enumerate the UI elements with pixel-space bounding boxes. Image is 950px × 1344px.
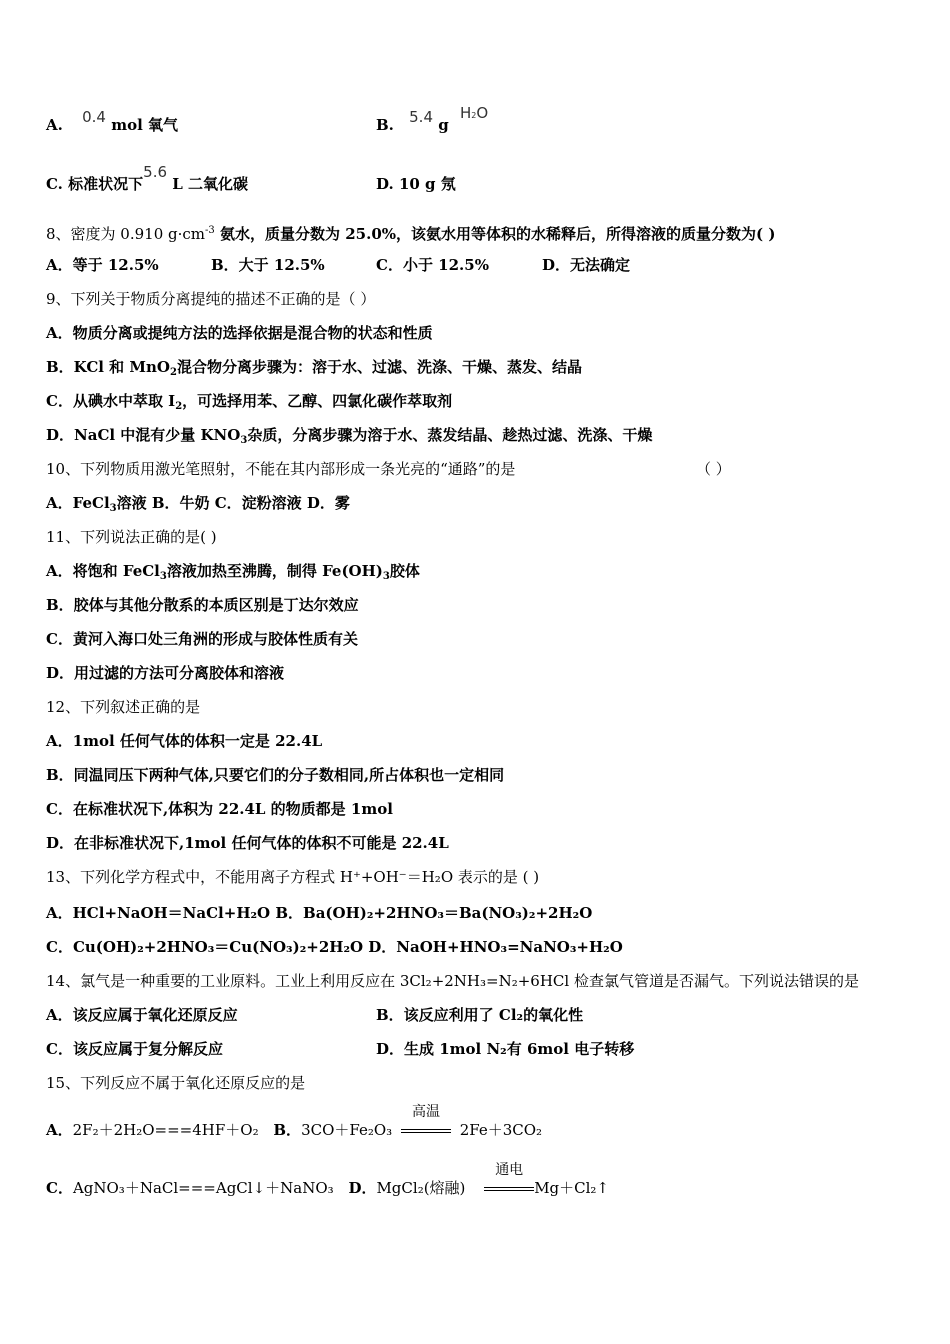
q10-stem: 10、下列物质用激光笔照射，不能在其内部形成一条光亮的“通路”的是 xyxy=(46,460,516,478)
q8-option-a: A．等于 12.5% xyxy=(46,256,159,274)
q7-d-text: 10 g 氖 xyxy=(398,175,456,193)
q7-option-d xyxy=(376,174,456,194)
q14-option-a: A．该反应属于氧化还原反应 xyxy=(46,1006,238,1024)
q9-b-sub: 2 xyxy=(169,367,177,378)
q15-d-condition-arrow xyxy=(484,1162,534,1198)
q7-b-number: 5.4 xyxy=(409,108,433,126)
q7-b-unit: g xyxy=(438,116,449,134)
q9-b-pre: B．KCl 和 MnO xyxy=(46,358,170,376)
q12-option-d: D．在非标准状况下,1mol 任何气体的体积不可能是 22.4L xyxy=(46,834,449,852)
q9-d-sub: 3 xyxy=(240,435,248,446)
q11-a-post: 胶体 xyxy=(389,562,420,580)
q7-option-c xyxy=(46,163,249,194)
q15-c-equation: AgNO₃＋NaCl===AgCl↓＋NaNO₃ xyxy=(72,1179,334,1197)
q7-b-formula xyxy=(460,104,488,122)
q13-options-cd: C．Cu(OH)₂+2HNO₃＝Cu(NO₃)₂+2H₂O D．NaOH+HNO₃=NaNO₃+H₂O xyxy=(46,938,623,956)
q11-a-sub1: 3 xyxy=(159,571,167,582)
q14-option-d: D．生成 1mol N₂有 6mol 电子转移 xyxy=(376,1040,635,1058)
option-label: D. xyxy=(376,175,394,193)
q15-options-cd xyxy=(46,1162,610,1198)
q9-c-pre: C．从碘水中萃取 I xyxy=(46,392,176,410)
q9-option-c xyxy=(46,391,452,417)
q8-stem-prefix: 8、密度为 0.910 g·cm xyxy=(46,225,206,243)
q7-option-a xyxy=(46,108,179,135)
q12-option-a: A．1mol 任何气体的体积一定是 22.4L xyxy=(46,732,323,750)
q9-stem: 9、下列关于物质分离提纯的描述不正确的是（ ） xyxy=(46,290,376,308)
q14-option-b: B．该反应利用了 Cl₂的氧化性 xyxy=(376,1006,584,1024)
q15-d-condition: 通电 xyxy=(495,1162,524,1178)
q15-b-right: 2Fe＋3CO₂ xyxy=(459,1121,543,1139)
q9-option-b xyxy=(46,357,582,383)
q10-opts-pre: A．FeCl xyxy=(46,494,110,512)
q10-options xyxy=(46,493,350,519)
q15-options-ab xyxy=(46,1104,543,1140)
q10-opts-sub: 3 xyxy=(109,503,117,514)
q7-a-number: 0.4 xyxy=(82,108,106,126)
q11-option-c: C．黄河入海口处三角洲的形成与胶体性质有关 xyxy=(46,630,358,648)
q10-opts-post: 溶液 B．牛奶 C．淀粉溶液 D．雾 xyxy=(116,494,350,512)
q7-c-prefix: 标准状况下 xyxy=(68,175,144,193)
q11-option-b: B．胶体与其他分散系的本质区别是丁达尔效应 xyxy=(46,596,359,614)
option-label: A． xyxy=(46,1121,73,1139)
q11-a-sub2: 3 xyxy=(382,571,390,582)
q7-option-b xyxy=(376,104,489,138)
q9-c-sub: 2 xyxy=(175,401,183,412)
q7-a-text: mol 氧气 xyxy=(111,116,179,134)
q12-option-b: B．同温同压下两种气体,只要它们的分子数相同,所占体积也一定相同 xyxy=(46,766,505,784)
q15-a-equation: 2F₂＋2H₂O===4HF＋O₂ xyxy=(72,1121,259,1139)
option-label: D． xyxy=(348,1179,377,1197)
q9-b-post: 混合物分离步骤为：溶于水、过滤、洗涤、干燥、蒸发、结晶 xyxy=(176,358,582,376)
q11-option-d: D．用过滤的方法可分离胶体和溶液 xyxy=(46,664,285,682)
option-label: B. xyxy=(376,116,394,134)
option-label: A. xyxy=(46,116,63,134)
q9-c-post: ，可选择用苯、乙醇、四氯化碳作萃取剂 xyxy=(182,392,453,410)
q8-option-d: D．无法确定 xyxy=(542,256,631,274)
q14-option-c: C．该反应属于复分解反应 xyxy=(46,1040,223,1058)
q10-paren: （ ） xyxy=(696,460,731,478)
q9-d-post: 杂质，分离步骤为溶于水、蒸发结晶、趁热过滤、洗涤、干燥 xyxy=(247,426,653,444)
option-label: C． xyxy=(46,1179,73,1197)
q12-stem: 12、下列叙述正确的是 xyxy=(46,698,201,716)
q7-c-suffix: L 二氧化碳 xyxy=(172,175,249,193)
q14-stem: 14、氯气是一种重要的工业原料。工业上利用反应在 3Cl₂+2NH₃=N₂+6HCl 检查氯气管道是否漏气。下列说法错误的是 xyxy=(46,972,859,990)
q11-a-pre: A．将饱和 FeCl xyxy=(46,562,160,580)
q8-stem-sup: -3 xyxy=(205,225,215,236)
q13-options-ab: A．HCl+NaOH＝NaCl+H₂O B．Ba(OH)₂+2HNO₃＝Ba(NO₃)₂+2H₂O xyxy=(46,904,593,922)
q7-c-number: 5.6 xyxy=(143,163,168,181)
equals-bar xyxy=(484,1187,534,1191)
q15-d-right: Mg＋Cl₂↑ xyxy=(534,1179,610,1197)
q9-option-d xyxy=(46,425,652,451)
q13-stem: 13、下列化学方程式中，不能用离子方程式 H⁺+OH⁻＝H₂O 表示的是 ( ) xyxy=(46,868,540,886)
q11-option-a xyxy=(46,561,420,587)
q9-option-a: A．物质分离或提纯方法的选择依据是混合物的状态和性质 xyxy=(46,324,433,342)
option-label: C. xyxy=(46,175,63,193)
formula-o: O xyxy=(476,104,489,122)
q11-a-mid: 溶液加热至沸腾，制得 Fe(OH) xyxy=(166,562,383,580)
option-label: B． xyxy=(273,1121,302,1139)
q8-option-c: C．小于 12.5% xyxy=(376,256,489,274)
q8-option-b: B．大于 12.5% xyxy=(211,256,325,274)
formula-h: H xyxy=(459,104,472,122)
q8-stem xyxy=(46,221,775,244)
q15-b-condition-arrow xyxy=(401,1104,451,1140)
q12-option-c: C．在标准状况下,体积为 22.4L 的物质都是 1mol xyxy=(46,800,393,818)
q9-d-pre: D．NaCl 中混有少量 KNO xyxy=(46,426,241,444)
q15-stem: 15、下列反应不属于氧化还原反应的是 xyxy=(46,1074,306,1092)
q11-stem: 11、下列说法正确的是( ) xyxy=(46,528,217,546)
formula-sub: 2 xyxy=(471,111,477,120)
q15-b-condition: 高温 xyxy=(411,1104,440,1120)
q8-stem-suffix: 氨水，质量分数为 25.0%，该氨水用等体积的水稀释后，所得溶液的质量分数为( ) xyxy=(214,225,776,243)
q15-b-left: 3CO＋Fe₂O₃ xyxy=(301,1121,393,1139)
equals-bar xyxy=(401,1129,451,1133)
q15-d-left: MgCl₂(熔融) xyxy=(376,1179,466,1197)
